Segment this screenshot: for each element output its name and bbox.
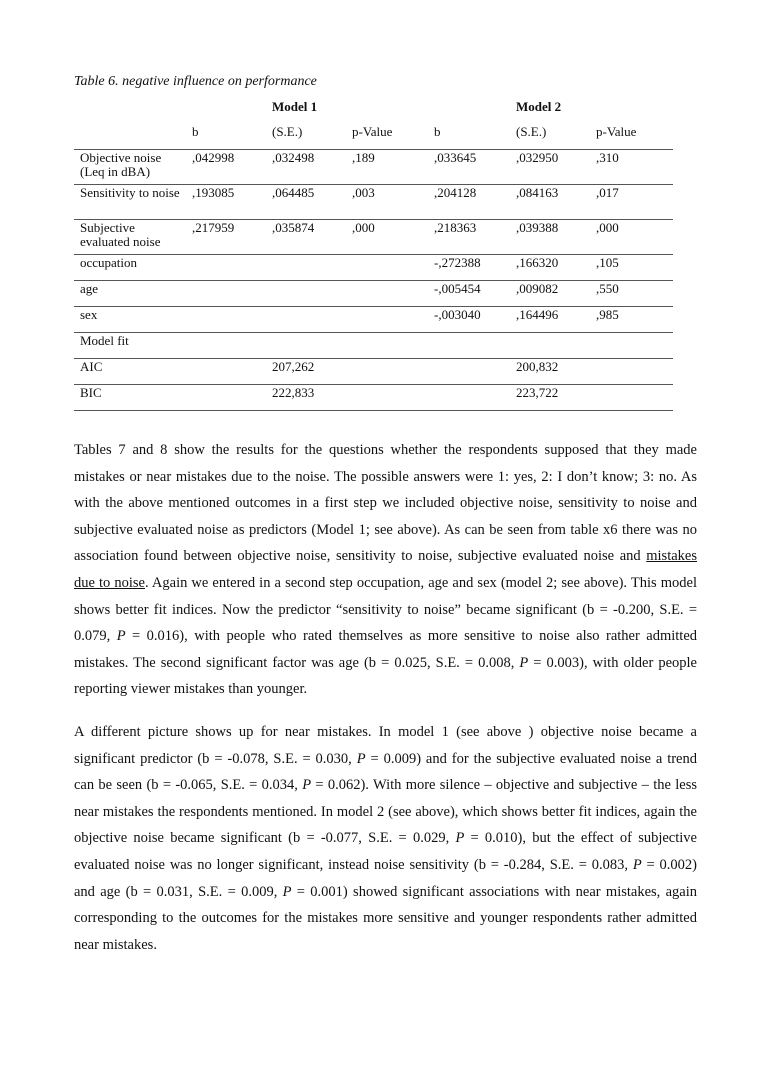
bic-model1: 222,833 [266,385,346,411]
column-header-row [74,125,673,150]
cell: ,039388 [510,220,590,255]
cell: ,218363 [428,220,510,255]
table-caption: Table 6. negative influence on performance [74,74,317,89]
cell: ,000 [346,220,428,255]
cell: ,033645 [428,150,510,185]
cell [346,281,428,307]
paragraph-mistakes [74,437,697,703]
model-fit-row [74,333,673,359]
cell: ,217959 [186,220,266,255]
col-se-1: (S.E.) [272,124,303,139]
cell: -,003040 [428,307,510,333]
cell: ,105 [590,255,673,281]
model1-header: Model 1 [272,99,318,114]
cell: ,204128 [428,185,510,220]
text-span: = 0.062). With more silence – objective and subjective – the less near mistakes the respondents mentioned. In model 2 (see above), which shows better fit indices, again the objective noise became significant (b = -0.077, S.E. = 0.029, [74,777,697,847]
cell [186,281,266,307]
aic-model2: 200,832 [510,359,590,385]
cell [266,307,346,333]
underlined-phrase: mistakes due to noise [74,548,697,591]
aic-model1: 207,262 [266,359,346,385]
cell: ,042998 [186,150,266,185]
row-label: Objective noise (Leq in dBA) [74,150,186,185]
row-label: age [74,281,186,307]
model-fit-label: Model fit [74,333,266,359]
p-symbol: P [519,654,529,671]
aic-row [74,359,673,385]
text-span: Tables 7 and 8 show the results for the questions whether the respondents supposed that they made mistakes or near mistakes due to the noise. The possible answers were 1: yes, 2: I don’t know; 3: no. As with the above mentioned outcomes in a first step we included objective noise, sensitivity to noise and subjective evaluated noise as predictors (Model 1; see above). As can be seen from table x6 there was no association found between objective noise, sensitivity to noise, subjective evaluated noise and [74,442,697,565]
cell: -,005454 [428,281,510,307]
row-label: occupation [74,255,186,281]
paragraph-near-mistakes [74,719,697,958]
col-p-1: p-Value [352,124,393,139]
p-symbol: P [282,883,292,900]
table-row [74,281,673,307]
cell: ,166320 [510,255,590,281]
cell: ,000 [590,220,673,255]
p-symbol: P [455,830,465,847]
table-row [74,185,673,220]
aic-label: AIC [74,359,186,385]
regression-table [74,98,673,411]
cell: ,017 [590,185,673,220]
cell [346,255,428,281]
model-header-row [74,98,673,125]
p-symbol: P [632,856,642,873]
col-p-2: p-Value [596,124,637,139]
col-b-2: b [434,124,441,139]
table-row [74,255,673,281]
bic-model2: 223,722 [510,385,590,411]
p-symbol: P [302,777,312,794]
cell: ,003 [346,185,428,220]
text-span: = 0.010), but the effect of subjective evaluated noise was no longer significant, instead noise sensitivity (b = -0.284, S.E. = 0.083, [74,830,697,873]
text-span: = 0.002) and age (b = 0.031, S.E. = 0.009, [74,856,697,900]
cell: ,985 [590,307,673,333]
col-b-1: b [192,124,199,139]
table-row [74,307,673,333]
text-span: = 0.009) and for the subjective evaluated noise a trend can be seen (b = -0.065, S.E. = 0.034, [74,750,697,794]
cell [266,281,346,307]
cell: ,035874 [266,220,346,255]
text-span: . Again we entered in a second step occupation, age and sex (model 2; see above). This model shows better fit indices. Now the predictor “sensitivity to noise” became significant (b = -0.200, S.E. = 0.079, [74,574,697,645]
cell: ,032950 [510,150,590,185]
bic-row [74,385,673,411]
row-label: Sensitivity to noise [74,185,186,220]
cell [346,307,428,333]
bic-label: BIC [74,385,186,411]
cell: ,189 [346,150,428,185]
table-row [74,150,673,185]
cell: -,272388 [428,255,510,281]
cell [186,307,266,333]
cell: ,193085 [186,185,266,220]
text-span: = 0.003), with older people reporting viewer mistakes than younger. [74,654,697,698]
text-span: = 0.001) showed significant associations with near mistakes, again corresponding to the outcomes for the mistakes more sensitive and younger respondents rather admitted near mistakes. [74,883,697,953]
row-label: sex [74,307,186,333]
table-row [74,220,673,255]
cell: ,032498 [266,150,346,185]
cell: ,310 [590,150,673,185]
text-span: A different picture shows up for near mistakes. In model 1 (see above ) objective noise became a significant predictor (b = -0.078, S.E. = 0.030, [74,724,697,767]
model2-header: Model 2 [516,99,562,114]
cell: ,064485 [266,185,346,220]
row-label: Subjective evaluated noise [74,220,186,255]
p-symbol: P [116,628,126,645]
cell: ,084163 [510,185,590,220]
col-se-2: (S.E.) [516,124,547,139]
cell [186,255,266,281]
cell [266,255,346,281]
text-span: = 0.016), with people who rated themselves as more sensitive to noise also rather admitted mistakes. The second significant factor was age (b = 0.025, S.E. = 0.008, [74,628,698,671]
cell: ,550 [590,281,673,307]
cell: ,164496 [510,307,590,333]
cell: ,009082 [510,281,590,307]
p-symbol: P [356,750,366,767]
